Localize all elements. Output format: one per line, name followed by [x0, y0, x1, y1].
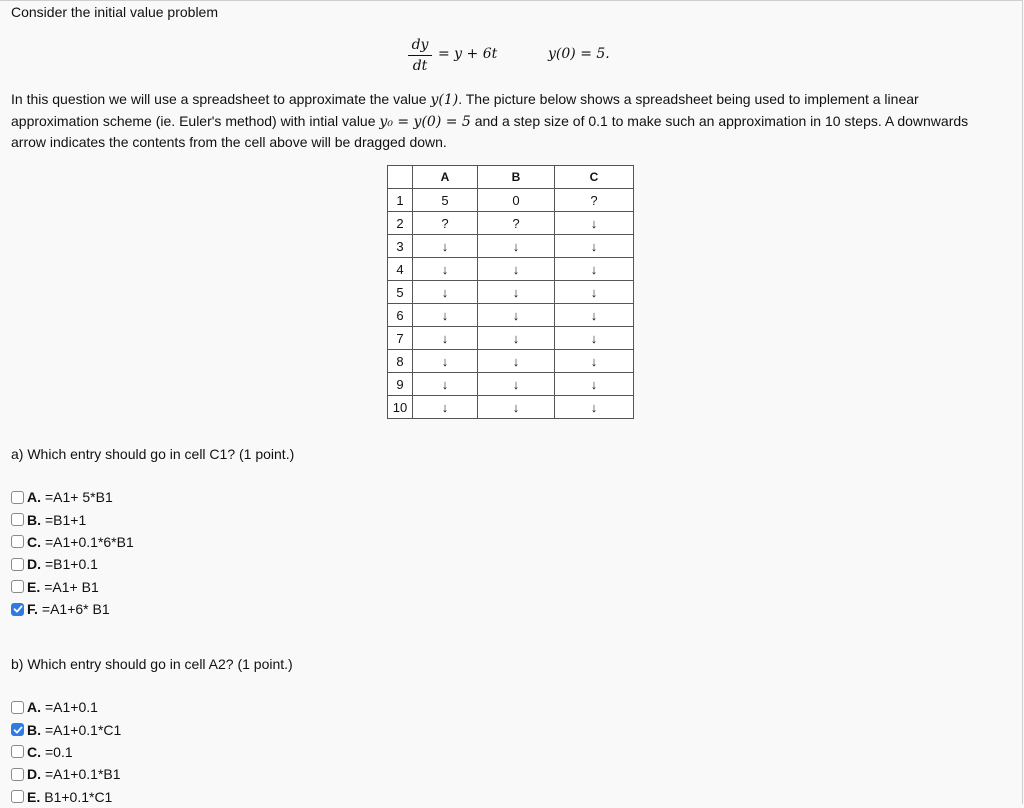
cell-a4: ↓: [413, 258, 478, 281]
cell-b2: ?: [478, 212, 555, 235]
checkbox[interactable]: [11, 745, 24, 758]
cell-c2: ↓: [555, 212, 634, 235]
row-header: 6: [388, 304, 413, 327]
row-header: 8: [388, 350, 413, 373]
option-letter: C.: [27, 743, 41, 760]
option-text: =0.1: [45, 743, 73, 760]
description-text-1: In this question we will use a spreadsheet to approximate the value: [11, 91, 431, 107]
option-letter: A.: [27, 489, 41, 506]
column-header-c: C: [555, 166, 634, 189]
qb-option-a[interactable]: [11, 696, 121, 718]
question-b-options: [11, 696, 121, 808]
option-letter: E.: [27, 788, 41, 805]
qb-option-b[interactable]: [11, 718, 121, 740]
cell-c9: ↓: [555, 373, 634, 396]
option-letter: A.: [27, 699, 41, 716]
spreadsheet-header-row: [388, 166, 634, 189]
cell-a7: ↓: [413, 327, 478, 350]
option-text: =B1+1: [45, 511, 87, 528]
cell-a5: ↓: [413, 281, 478, 304]
cell-c1: ?: [555, 189, 634, 212]
row-header: 4: [388, 258, 413, 281]
cell-b10: ↓: [478, 396, 555, 419]
option-text: =A1+ 5*B1: [45, 489, 113, 506]
cell-a1: 5: [413, 189, 478, 212]
cell-b1: 0: [478, 189, 555, 212]
cell-a3: ↓: [413, 235, 478, 258]
checkmark-icon: [13, 725, 23, 735]
intro-text: Consider the initial value problem: [11, 4, 218, 20]
row-header: 9: [388, 373, 413, 396]
cell-a9: ↓: [413, 373, 478, 396]
initial-condition: y(0) = 5.: [548, 46, 610, 62]
cell-c5: ↓: [555, 281, 634, 304]
qb-option-d[interactable]: [11, 763, 121, 785]
checkbox[interactable]: [11, 513, 24, 526]
question-a-prompt: a) Which entry should go in cell C1? (1 point.): [11, 446, 295, 462]
cell-c4: ↓: [555, 258, 634, 281]
qa-option-f[interactable]: [11, 598, 134, 620]
cell-c7: ↓: [555, 327, 634, 350]
cell-b8: ↓: [478, 350, 555, 373]
option-letter: D.: [27, 766, 41, 783]
description-text-3: and a step size of 0.1 to make such an approximation in 10 steps. A downwards arrow indicates the contents from the cell above will be dragged down.: [11, 112, 969, 150]
option-text: =A1+ B1: [44, 578, 99, 595]
qa-option-c[interactable]: [11, 531, 134, 553]
cell-b3: ↓: [478, 235, 555, 258]
checkbox[interactable]: [11, 723, 24, 736]
option-text: =A1+0.1*B1: [45, 766, 121, 783]
option-letter: D.: [27, 556, 41, 573]
cell-b7: ↓: [478, 327, 555, 350]
cell-b4: ↓: [478, 258, 555, 281]
qa-option-b[interactable]: [11, 508, 134, 530]
spreadsheet-row: [388, 235, 634, 258]
spreadsheet-row: [388, 281, 634, 304]
row-header: 3: [388, 235, 413, 258]
option-text: B1+0.1*C1: [44, 788, 113, 805]
cell-c3: ↓: [555, 235, 634, 258]
spreadsheet-row: [388, 189, 634, 212]
checkbox[interactable]: [11, 491, 24, 504]
cell-c8: ↓: [555, 350, 634, 373]
option-text: =A1+0.1*C1: [45, 721, 122, 738]
corner-cell: [388, 166, 413, 189]
question-a-options: [11, 486, 134, 620]
column-header-a: A: [413, 166, 478, 189]
fraction-denominator: dt: [412, 58, 428, 74]
option-letter: E.: [27, 578, 41, 595]
checkmark-icon: [13, 604, 23, 614]
checkbox[interactable]: [11, 535, 24, 548]
cell-a2: ?: [413, 212, 478, 235]
derivative-fraction: [408, 36, 432, 75]
question-b-prompt: b) Which entry should go in cell A2? (1 point.): [11, 656, 293, 672]
qa-option-a[interactable]: [11, 486, 134, 508]
checkbox[interactable]: [11, 603, 24, 616]
qb-option-c[interactable]: [11, 741, 121, 763]
spreadsheet-row: [388, 304, 634, 327]
cell-b5: ↓: [478, 281, 555, 304]
cell-a6: ↓: [413, 304, 478, 327]
qa-option-e[interactable]: [11, 576, 134, 598]
spreadsheet-row: [388, 327, 634, 350]
cell-b6: ↓: [478, 304, 555, 327]
cell-a10: ↓: [413, 396, 478, 419]
option-letter: B.: [27, 721, 41, 738]
description-text-2: . The picture below shows a spreadsheet being used to implement a linear approximation scheme (ie. Euler's method) with intial value: [11, 91, 919, 129]
spreadsheet-row: [388, 350, 634, 373]
option-text: =A1+0.1*6*B1: [45, 533, 134, 550]
cell-c6: ↓: [555, 304, 634, 327]
fraction-numerator: dy: [411, 37, 429, 53]
math-initial-value: y₀ = y(0) = 5: [379, 113, 471, 130]
cell-a8: ↓: [413, 350, 478, 373]
fraction-bar: [408, 55, 432, 56]
spreadsheet-row: [388, 212, 634, 235]
column-header-b: B: [478, 166, 555, 189]
math-y1: y(1): [430, 92, 459, 108]
row-header: 2: [388, 212, 413, 235]
row-header: 1: [388, 189, 413, 212]
option-letter: C.: [27, 533, 41, 550]
qa-option-d[interactable]: [11, 553, 134, 575]
option-letter: B.: [27, 511, 41, 528]
checkbox[interactable]: [11, 701, 24, 714]
option-letter: F.: [27, 601, 38, 618]
row-header: 5: [388, 281, 413, 304]
option-text: =B1+0.1: [45, 556, 98, 573]
checkbox[interactable]: [11, 790, 24, 803]
checkbox[interactable]: [11, 580, 24, 593]
spreadsheet-row: [388, 396, 634, 419]
option-text: =A1+0.1: [45, 699, 98, 716]
cell-c10: ↓: [555, 396, 634, 419]
checkbox[interactable]: [11, 768, 24, 781]
equation-rhs: = y + 6t: [438, 46, 498, 62]
checkbox[interactable]: [11, 558, 24, 571]
cell-b9: ↓: [478, 373, 555, 396]
spreadsheet-table: [387, 165, 634, 419]
problem-description: [11, 89, 1001, 153]
row-header: 10: [388, 396, 413, 419]
spreadsheet-row: [388, 258, 634, 281]
option-text: =A1+6* B1: [41, 601, 110, 618]
spreadsheet-row: [388, 373, 634, 396]
row-header: 7: [388, 327, 413, 350]
